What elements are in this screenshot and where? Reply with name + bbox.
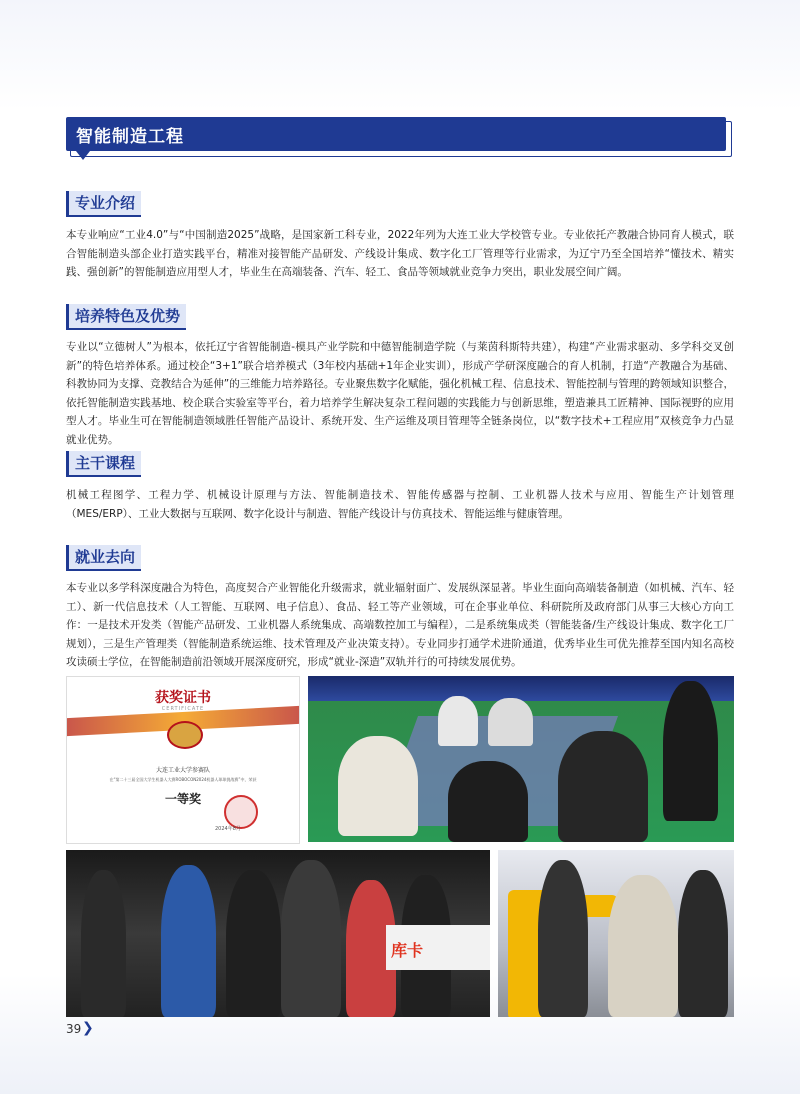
- team-member-figure: [226, 870, 281, 1017]
- courses-paragraph: 机械工程图学、工程力学、机械设计原理与方法、智能制造技术、智能传感器与控制、工业机器人技术与应用、智能生产计划管理（MES/ERP）、工业大数据与互联网、数字化设计与制造、智能产线设计与仿真技术、智能运维与健康管理。: [66, 489, 734, 520]
- certificate-prize: 一等奖: [164, 792, 201, 806]
- competitor-figure: [448, 761, 528, 842]
- section-label-features: 培养特色及优势: [66, 304, 186, 330]
- section-label-careers: 就业去向: [66, 545, 141, 571]
- certificate-heading: 获奖证书: [155, 690, 211, 706]
- section-label-intro: 专业介绍: [66, 191, 141, 217]
- page-number: 39: [66, 1022, 82, 1036]
- certificate-subheading: CERTIFICATE: [161, 706, 205, 712]
- certificate-organization: 大连工业大学参赛队: [155, 767, 210, 774]
- competitor-figure: [558, 731, 648, 842]
- award-certificate-photo: [66, 676, 300, 844]
- title-banner-pointer: [76, 151, 90, 160]
- student-figure: [608, 875, 678, 1017]
- background-figure: [488, 698, 533, 746]
- certificate-date: 2024年8月: [215, 826, 241, 832]
- student-figure: [538, 860, 588, 1017]
- intro-paragraph: 本专业响应“工业4.0”与“中国制造2025”战略，是国家新工科专业，2022年列为大连工业大学校管专业。专业依托产教融合协同育人模式，联合智能制造头部企业打造实践平台，精准对接智能产品研发、产线设计集成、数字化工厂管理等行业需求，为辽宁乃至全国培养“懂技术、精实践、强创新”的智能制造应用型人才，毕业生在高端装备、汽车、轻工、食品等领域就业竞争力突出，职业发展空间广阔。: [66, 229, 734, 278]
- team-member-figure: [161, 865, 216, 1017]
- student-figure: [678, 870, 728, 1017]
- industrial-robot-lab-photo: [498, 850, 734, 1017]
- next-page-arrow-icon: ❯: [82, 1020, 94, 1036]
- features-paragraph: 专业以“立德树人”为根本，依托辽宁省智能制造-模具产业学院和中德智能制造学院（与莱茵科斯特共建），构建“产业需求驱动、多学科交叉创新”的特色培养体系。通过校企“3+1”联合培养模式（3年校内基础+1年企业实训），形成产学研深度融合的育人机制，打造“产教融合为基础、科教协同为支撑、竞教结合为延伸”的三维能力培养路径。专业聚焦数字化赋能，强化机械工程、信息技术、智能控制与管理的跨领域知识整合，依托智能制造实践基地、校企联合实验室等平台，着力培养学生解决复杂工程问题的实践能力与创新思维，塑造兼具工匠精神、国际视野的应用型人才。毕业生可在智能制造领域胜任智能产品设计、系统开发、生产运维及项目管理等全链条岗位，以“数字技术+工程应用”双核竞争力凸显就业优势。: [66, 341, 734, 446]
- robotics-team-photo: [66, 850, 490, 1017]
- background-figure: [438, 696, 478, 746]
- spectator-figure: [663, 681, 718, 821]
- top-decoration: [0, 0, 800, 110]
- sponsor-banner-text: 库卡: [391, 941, 424, 960]
- section-label-courses: 主干课程: [66, 451, 141, 477]
- competitor-figure: [338, 736, 418, 836]
- careers-paragraph: 本专业以多学科深度融合为特色，高度契合产业智能化升级需求，就业辐射面广、发展纵深显著。毕业生面向高端装备制造（如机械、汽车、轻工）、新一代信息技术（人工智能、互联网、电子信息）、食品、轻工等产业领域，可在企事业单位、科研院所及政府部门从事三大核心方向工作：一是技术开发类（智能产品研发、工业机器人系统集成、高端数控加工与编程），二是系统集成类（智能装备/生产线设计集成、数字化工厂规划），三是生产管理类（智能制造系统运维、技术管理及产业决策支持）。专业同步打通学术进阶通道，优秀毕业生可优先推荐至国内知名高校攻读硕士学位，在智能制造前沿领域开展深度研究，形成“就业-深造”双轨并行的可持续发展优势。: [66, 582, 734, 668]
- certificate-seal-icon: [224, 795, 258, 829]
- team-member-figure: [81, 870, 126, 1017]
- team-member-figure: [281, 860, 341, 1017]
- certificate-citation: 在“第二十三届全国大学生机器人大赛ROBOCON2024机器人球球挑战赛”中，荣获: [109, 777, 257, 782]
- certificate-emblem-icon: [167, 721, 203, 749]
- robot-competition-arena-photo: [308, 676, 734, 842]
- title-banner: [66, 117, 726, 151]
- page-title: 智能制造工程: [76, 127, 184, 147]
